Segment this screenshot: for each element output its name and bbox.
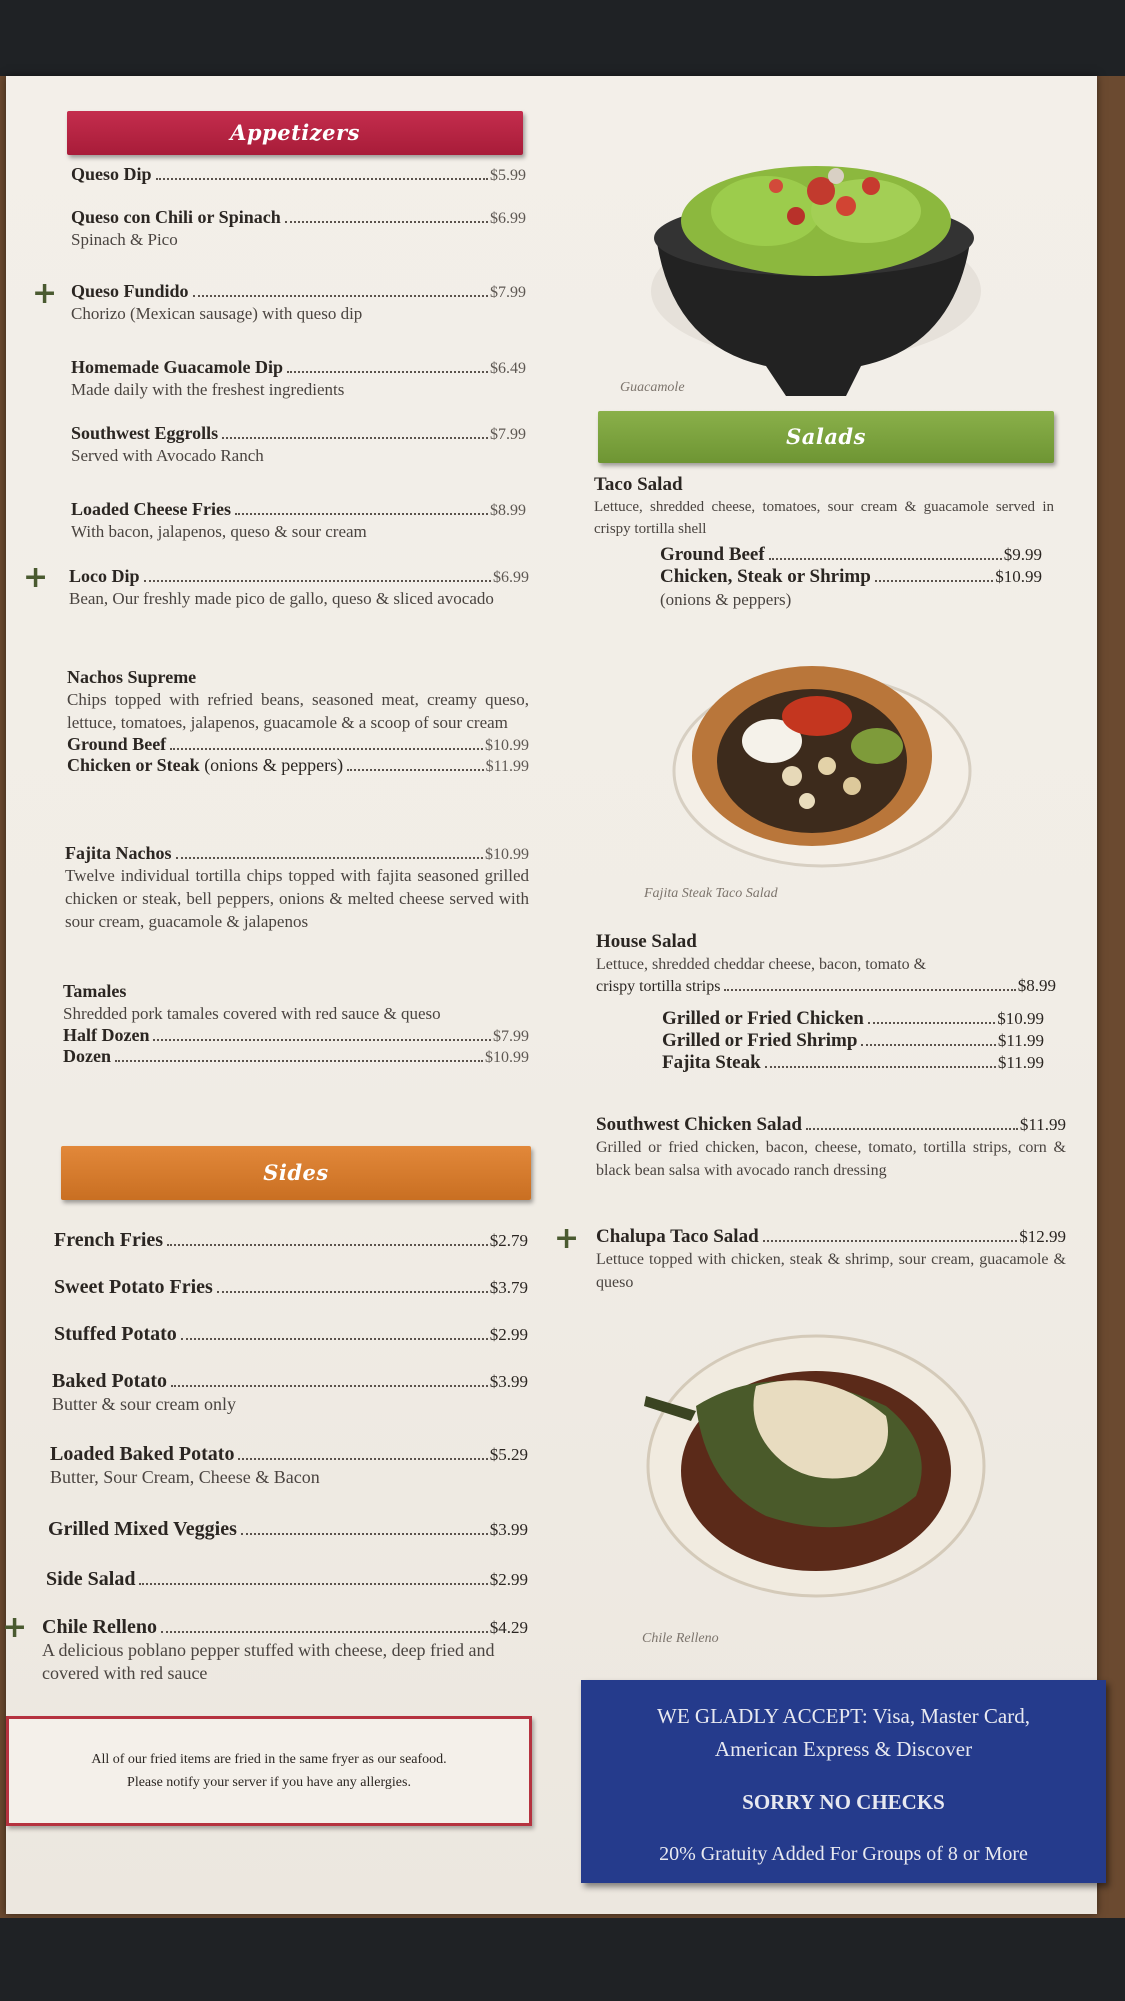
menu-item: Loaded Baked Potato $5.29 Butter, Sour Cream, Cheese & Bacon	[50, 1443, 528, 1487]
right-column	[554, 76, 1097, 1914]
menu-item: Sweet Potato Fries $3.79	[54, 1276, 528, 1298]
menu-item: French Fries $2.79	[54, 1229, 528, 1251]
item-name: Queso Fundido	[71, 281, 189, 301]
bottom-bar	[0, 1918, 1125, 2001]
option-row: Ground Beef $9.99	[660, 544, 1042, 565]
salads-banner	[598, 411, 1054, 463]
menu-item: Southwest Chicken Salad $11.99 Grilled or fried chicken, bacon, cheese, tomato, tortilla strips, corn & black bean salsa with avocado ranch dressing	[596, 1114, 1066, 1179]
menu-item: Side Salad $2.99	[46, 1568, 528, 1590]
menu-item	[71, 207, 526, 251]
menu-item: Taco Salad Lettuce, shredded cheese, tomatoes, sour cream & guacamole served in crispy tortilla shell	[594, 474, 1054, 537]
menu-item: Stuffed Potato $2.99	[54, 1323, 528, 1345]
option-row: Fajita Steak $11.99	[662, 1052, 1044, 1073]
top-bar	[0, 0, 1125, 76]
payment-line: American Express & Discover	[714, 1737, 973, 1761]
guacamole-photo	[646, 116, 986, 406]
item-price: $10.99	[485, 846, 529, 863]
item-description: Chorizo (Mexican sausage) with queso dip	[71, 304, 363, 323]
option-row: Half Dozen $7.99	[63, 1025, 529, 1045]
plus-icon: +	[2, 1610, 28, 1645]
allergy-line: All of our fried items are fried in the same fryer as our seafood.	[91, 1752, 447, 1767]
option-row: Chicken, Steak or Shrimp $10.99	[660, 566, 1042, 587]
item-description: Chips topped with refried beans, seasoned meat, creamy queso, lettuce, tomatoes, jalapenos, guacamole & a scoop of sour cream	[67, 690, 529, 732]
photo-caption: Fajita Steak Taco Salad	[644, 886, 778, 901]
menu-item	[71, 164, 526, 185]
left-column	[2, 76, 566, 1914]
menu-item	[69, 566, 529, 610]
item-price: $7.99	[490, 284, 526, 301]
appetizers-title: Appetizers	[230, 120, 360, 145]
menu-item	[67, 667, 529, 776]
item-description: Shredded pork tamales covered with red sauce & queso	[63, 1004, 441, 1023]
menu-item: Baked Potato $3.99 Butter & sour cream only	[52, 1370, 528, 1414]
menu-item	[71, 499, 526, 543]
option-row: Dozen $10.99	[63, 1046, 529, 1066]
item-price: $8.99	[490, 502, 526, 519]
sides-banner	[61, 1146, 531, 1200]
photo-caption: Chile Relleno	[642, 1631, 719, 1646]
chile-relleno-photo	[636, 1316, 986, 1616]
item-price: $5.99	[490, 167, 526, 184]
menu-item: Chalupa Taco Salad $12.99 Lettuce topped with chicken, steak & shrimp, sour cream, guacamole & queso	[596, 1226, 1066, 1291]
item-description: Bean, Our freshly made pico de gallo, queso & sliced avocado	[69, 589, 494, 608]
plus-icon: +	[32, 276, 58, 311]
item-name: Homemade Guacamole Dip	[71, 357, 283, 377]
item-name: Loaded Cheese Fries	[71, 499, 231, 519]
no-checks-notice: SORRY NO CHECKS	[742, 1790, 945, 1814]
menu-item: House Salad Lettuce, shredded cheddar cheese, bacon, tomato & crispy tortilla strips $8.99	[596, 931, 1056, 995]
plus-icon: +	[23, 560, 49, 595]
menu-page	[2, 76, 1097, 1914]
option-row: Grilled or Fried Chicken $10.99	[662, 1008, 1044, 1029]
item-name: Fajita Nachos	[65, 843, 172, 863]
item-description: Twelve individual tortilla chips topped with fajita seasoned grilled chicken or steak, bell peppers, onions & melted cheese served with sour cream, guacamole & jalapenos	[65, 866, 529, 931]
item-name: Queso Dip	[71, 164, 152, 184]
item-price: $7.99	[490, 426, 526, 443]
option-row: Grilled or Fried Shrimp $11.99	[662, 1030, 1044, 1051]
item-name: Tamales	[63, 981, 127, 1001]
item-description: With bacon, jalapenos, queso & sour cream	[71, 522, 367, 541]
menu-item	[71, 281, 526, 325]
item-description: Made daily with the freshest ingredients	[71, 380, 345, 399]
item-name: Southwest Eggrolls	[71, 423, 219, 443]
payment-line: WE GLADLY ACCEPT: Visa, Master Card,	[657, 1704, 1030, 1728]
menu-item	[65, 843, 529, 933]
salads-title: Salads	[786, 424, 866, 449]
item-description: Spinach & Pico	[71, 230, 178, 249]
menu-item: Chile Relleno $4.29 A delicious poblano pepper stuffed with cheese, deep fried and covered with red sauce	[42, 1616, 528, 1683]
allergy-line: Please notify your server if you have any allergies.	[127, 1775, 411, 1790]
payment-info-box	[581, 1680, 1106, 1883]
gratuity-notice: 20% Gratuity Added For Groups of 8 or More	[659, 1843, 1028, 1865]
item-name: Loco Dip	[69, 566, 140, 586]
menu-item: Grilled Mixed Veggies $3.99	[48, 1518, 528, 1540]
item-name: Queso con Chili or Spinach	[71, 207, 281, 227]
plus-icon: +	[554, 1221, 580, 1256]
menu-item	[63, 981, 529, 1067]
menu-item	[71, 357, 526, 401]
item-price: $6.99	[490, 210, 526, 227]
option-list: Ground Beef $9.99 Chicken, Steak or Shrimp $10.99 (onions & peppers)	[660, 544, 1042, 609]
item-description: Served with Avocado Ranch	[71, 446, 264, 465]
taco-salad-photo	[662, 636, 972, 886]
item-price: $6.99	[493, 569, 529, 586]
option-list	[662, 1008, 1044, 1074]
option-row: Chicken or Steak (onions & peppers) $11.99	[67, 755, 529, 775]
option-row: Ground Beef $10.99	[67, 734, 529, 754]
photo-caption: Guacamole	[620, 380, 685, 395]
sides-title: Sides	[263, 1160, 329, 1185]
item-name: Nachos Supreme	[67, 667, 197, 687]
allergy-notice	[6, 1716, 532, 1826]
appetizers-banner	[67, 111, 523, 155]
menu-item	[71, 423, 526, 467]
item-price: $6.49	[490, 360, 526, 377]
